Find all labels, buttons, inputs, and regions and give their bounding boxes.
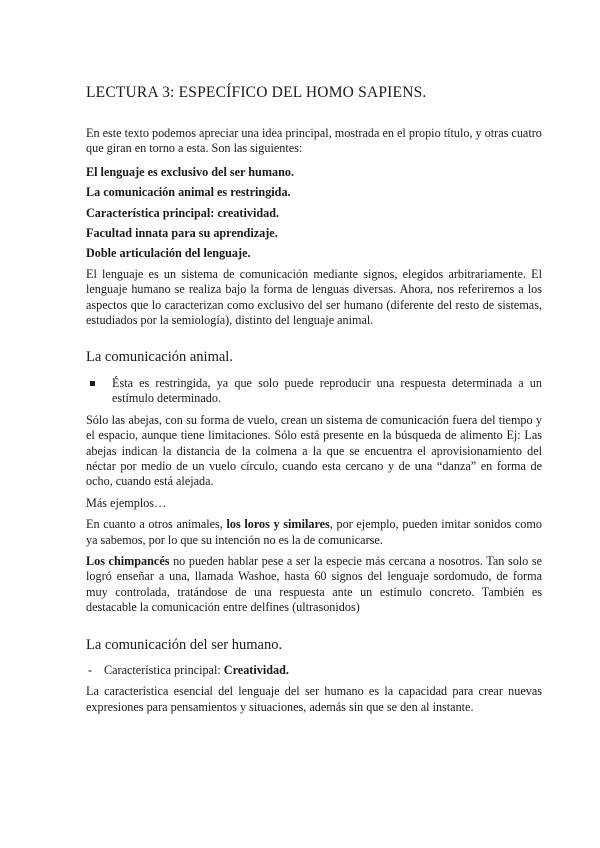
humano-paragraph: La característica esencial del lenguaje del ser humano es la capacidad para crear nuevas expresiones para pensamientos y situaciones, además sin que se den al instante. (86, 684, 542, 714)
loros-text-after: , por ejemplo, pueden imitar sonidos como ya sabemos, por lo que su intención no es la de comunicarse. (86, 517, 542, 547)
idea-1: El lenguaje es exclusivo del ser humano. (86, 164, 294, 179)
loros-text-before: En cuanto a otros animales, (86, 517, 227, 532)
section-heading-animal: La comunicación animal. (86, 349, 233, 366)
animal-bullet-list (86, 376, 542, 407)
list-item: Ésta es restringida, ya que solo puede reproducir una respuesta determinada a un estímulo determinado. (86, 376, 542, 407)
document-title: LECTURA 3: ESPECÍFICO DEL HOMO SAPIENS. (86, 84, 427, 101)
chimpances-bold: Los chimpancés (86, 553, 170, 568)
section-heading-humano: La comunicación del ser humano. (86, 636, 283, 653)
abejas-paragraph: Sólo las abejas, con su forma de vuelo, crean un sistema de comunicación fuera del tiempo y el espacio, aunque tiene limitaciones. Sólo está presente en la búsqueda de alimento Ej: Las abejas indican la distancia de la colmena a la que se encuentra el aprovisionamiento del néctar por medio de un vuelo círculo, cuando esta cercano y de una “danza” en forma de ocho, cuando está alejada. (86, 412, 542, 489)
lenguaje-paragraph: El lenguaje es un sistema de comunicación mediante signos, elegidos arbitrariamente. El lenguaje humano se realiza bajo la forma de lenguas diversas. Ahora, nos referiremos a los aspectos que lo caracterizan como exclusivo del ser humano (diferente del resto de sistemas, estudiados por la semiología), distinto del lenguaje animal. (86, 266, 542, 328)
dash-label: Característica principal: (104, 662, 224, 677)
dash-bold: Creatividad. (223, 662, 289, 677)
chimpances-text: no pueden hablar pese a ser la especie más cercana a nosotros. Tan solo se logró enseñar a una, llamada Washoe, hasta 60 signos del lenguaje sordomudo, de forma muy controlada, tratándose de una respuesta ante un estímulo concreto. También es destacable la comunicación entre delfines (ultrasonidos) (86, 553, 543, 615)
loros-bold: los loros y similares (226, 517, 330, 532)
idea-5: Doble articulación del lenguaje. (86, 246, 251, 261)
list-item (86, 663, 542, 678)
idea-4: Facultad innata para su aprendizaje. (86, 226, 278, 241)
idea-3: Característica principal: creatividad. (86, 205, 280, 220)
intro-paragraph: En este texto podemos apreciar una idea principal, mostrada en el propio título, y otras cuatro que giran en torno a esta. Son las siguientes: (86, 126, 542, 156)
humano-dash-list (86, 663, 542, 678)
document-body (86, 126, 542, 721)
mas-ejemplos: Más ejemplos… (86, 495, 167, 510)
idea-2: La comunicación animal es restringida. (86, 185, 291, 200)
chimpances-paragraph (86, 554, 542, 616)
loros-paragraph (86, 517, 542, 548)
